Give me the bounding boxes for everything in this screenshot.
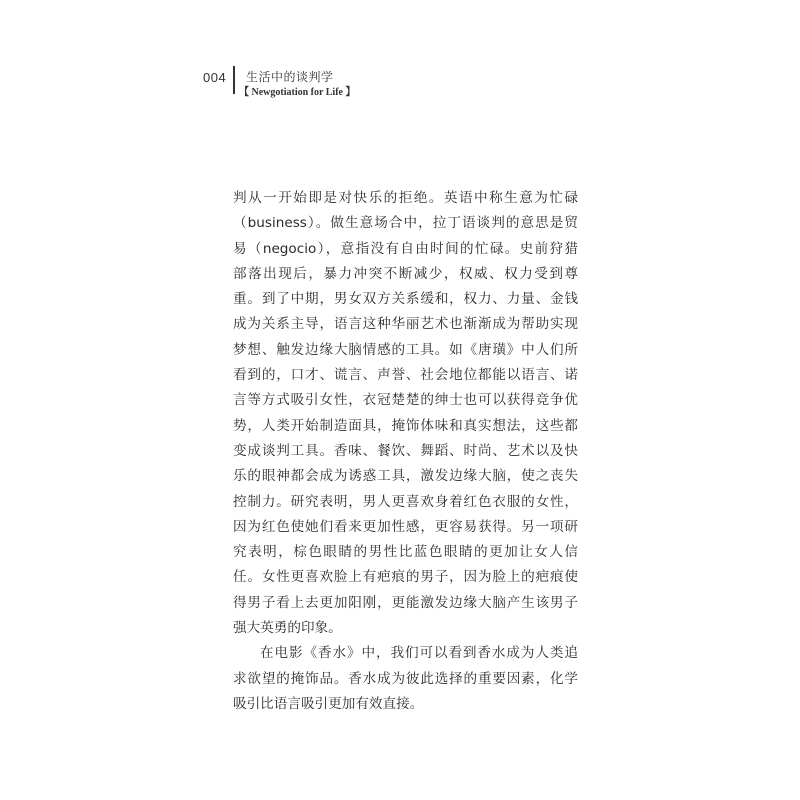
text-line: 因为红色使她们看来更加性感，更容易获得。另一项研 — [233, 518, 578, 535]
text-line: 吸引比语言吸引更加有效直接。 — [233, 695, 424, 712]
text-line: 强大英勇的印象。 — [233, 620, 342, 637]
book-subtitle: 【 Newgotiation for Life 】 — [239, 87, 356, 98]
text-line: 势，人类开始制造面具，掩饰体味和真实想法，这些都 — [233, 417, 578, 434]
text-line: 变成谈判工具。香味、餐饮、舞蹈、时尚、艺术以及快 — [233, 442, 578, 459]
text-line: 任。女性更喜欢脸上有疤痕的男子，因为脸上的疤痕使 — [233, 569, 578, 586]
text-line: （business）。做生意场合中，拉丁语谈判的意思是贸 — [233, 215, 578, 232]
text-line: 判从一开始即是对快乐的拒绝。英语中称生意为忙碌 — [233, 190, 578, 206]
text-line: 究表明，棕色眼睛的男性比蓝色眼睛的更加让女人信 — [233, 544, 578, 561]
book-title: 生活中的谈判学 — [246, 70, 334, 84]
header-divider — [233, 66, 235, 94]
text-line: 求欲望的掩饰品。香水成为彼此选择的重要因素，化学 — [233, 670, 578, 687]
body-text — [233, 186, 578, 717]
text-line: 控制力。研究表明，男人更喜欢身着红色衣服的女性， — [233, 493, 578, 510]
text-line: 乐的眼神都会成为诱惑工具，激发边缘大脑，使之丧失 — [233, 468, 578, 485]
paragraph — [233, 641, 578, 717]
paragraph — [233, 186, 578, 641]
text-line: 梦想、触发边缘大脑情感的工具。如《唐璜》中人们所 — [233, 341, 578, 358]
text-line: 得男子看上去更加阳刚，更能激发边缘大脑产生该男子 — [233, 594, 578, 611]
text-line: 易（negocio），意指没有自由时间的忙碌。史前狩猎 — [233, 240, 578, 257]
text-line: 看到的，口才、谎言、声誉、社会地位都能以语言、诺 — [233, 367, 578, 384]
page-number: 004 — [203, 70, 227, 85]
text-line: 重。到了中期，男女双方关系缓和，权力、力量、金钱 — [233, 291, 578, 308]
text-line: 在电影《香水》中，我们可以看到香水成为人类追 — [260, 645, 578, 662]
text-line: 部落出现后，暴力冲突不断减少，权威、权力受到尊 — [233, 265, 578, 282]
text-line: 言等方式吸引女性，衣冠楚楚的绅士也可以获得竞争优 — [233, 392, 578, 409]
text-line: 成为关系主导，语言这种华丽艺术也渐渐成为帮助实现 — [233, 316, 578, 333]
